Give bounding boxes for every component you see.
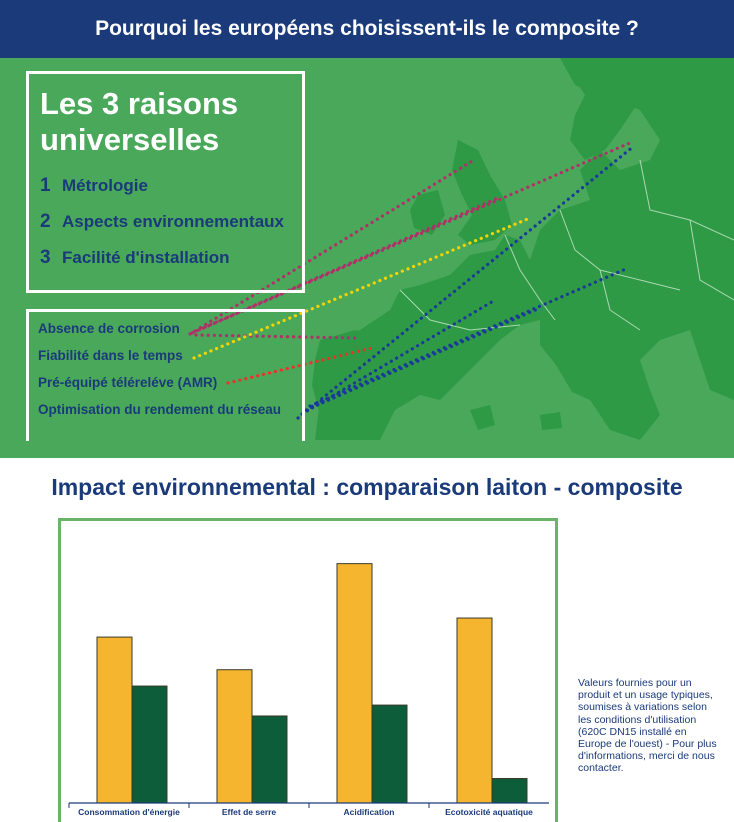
page-title: Pourquoi les européens choisissent-ils le composite ? xyxy=(95,17,639,40)
category-label: Ecotoxicité aquatique xyxy=(445,807,533,817)
benefit-fiabilite: Fiabilité dans le temps xyxy=(38,348,183,363)
benefit-amr: Pré-équipé téléreléve (AMR) xyxy=(38,375,218,390)
bar-composite-0 xyxy=(132,686,167,803)
category-label: Acidification xyxy=(343,807,395,817)
reasons-title: Les 3 raisons universelles xyxy=(40,86,239,157)
reason-label: Facilité d'installation xyxy=(62,248,230,267)
map-islands xyxy=(470,405,562,430)
bar-laiton-2 xyxy=(337,564,372,803)
reason-number: 3 xyxy=(40,247,51,268)
bar-laiton-0 xyxy=(97,637,132,803)
reason-number: 2 xyxy=(40,211,51,232)
reason-label: Métrologie xyxy=(62,176,148,195)
reason-item xyxy=(40,247,229,269)
bar-laiton-3 xyxy=(457,618,492,803)
page-header xyxy=(0,0,734,58)
bar-composite-3 xyxy=(492,779,527,803)
footnote: Valeurs fournies pour un produit et un usage typiques, soumises à variations selon les conditions d'utilisation (620C DN15 installé en Europe de l'ouest) - Pour plus d'informations, merci de nous contacter. xyxy=(578,677,717,775)
chart-frame xyxy=(58,518,558,822)
benefit-corrosion: Absence de corrosion xyxy=(38,321,180,336)
bar-composite-1 xyxy=(252,716,287,803)
category-label: Effet de serre xyxy=(221,807,277,817)
chart-title: Impact environnemental : comparaison laiton - composite xyxy=(51,474,683,500)
bar-laiton-1 xyxy=(217,670,252,803)
impact-bar-chart xyxy=(61,521,555,822)
benefit-rendement: Optimisation du rendement du réseau xyxy=(38,402,282,417)
reason-item xyxy=(40,175,148,197)
bar-composite-2 xyxy=(372,705,407,803)
reason-label: Aspects environnementaux xyxy=(62,212,285,231)
reason-number: 1 xyxy=(40,175,51,196)
category-label: Consommation d'énergie xyxy=(78,807,180,817)
reason-item xyxy=(40,211,284,233)
